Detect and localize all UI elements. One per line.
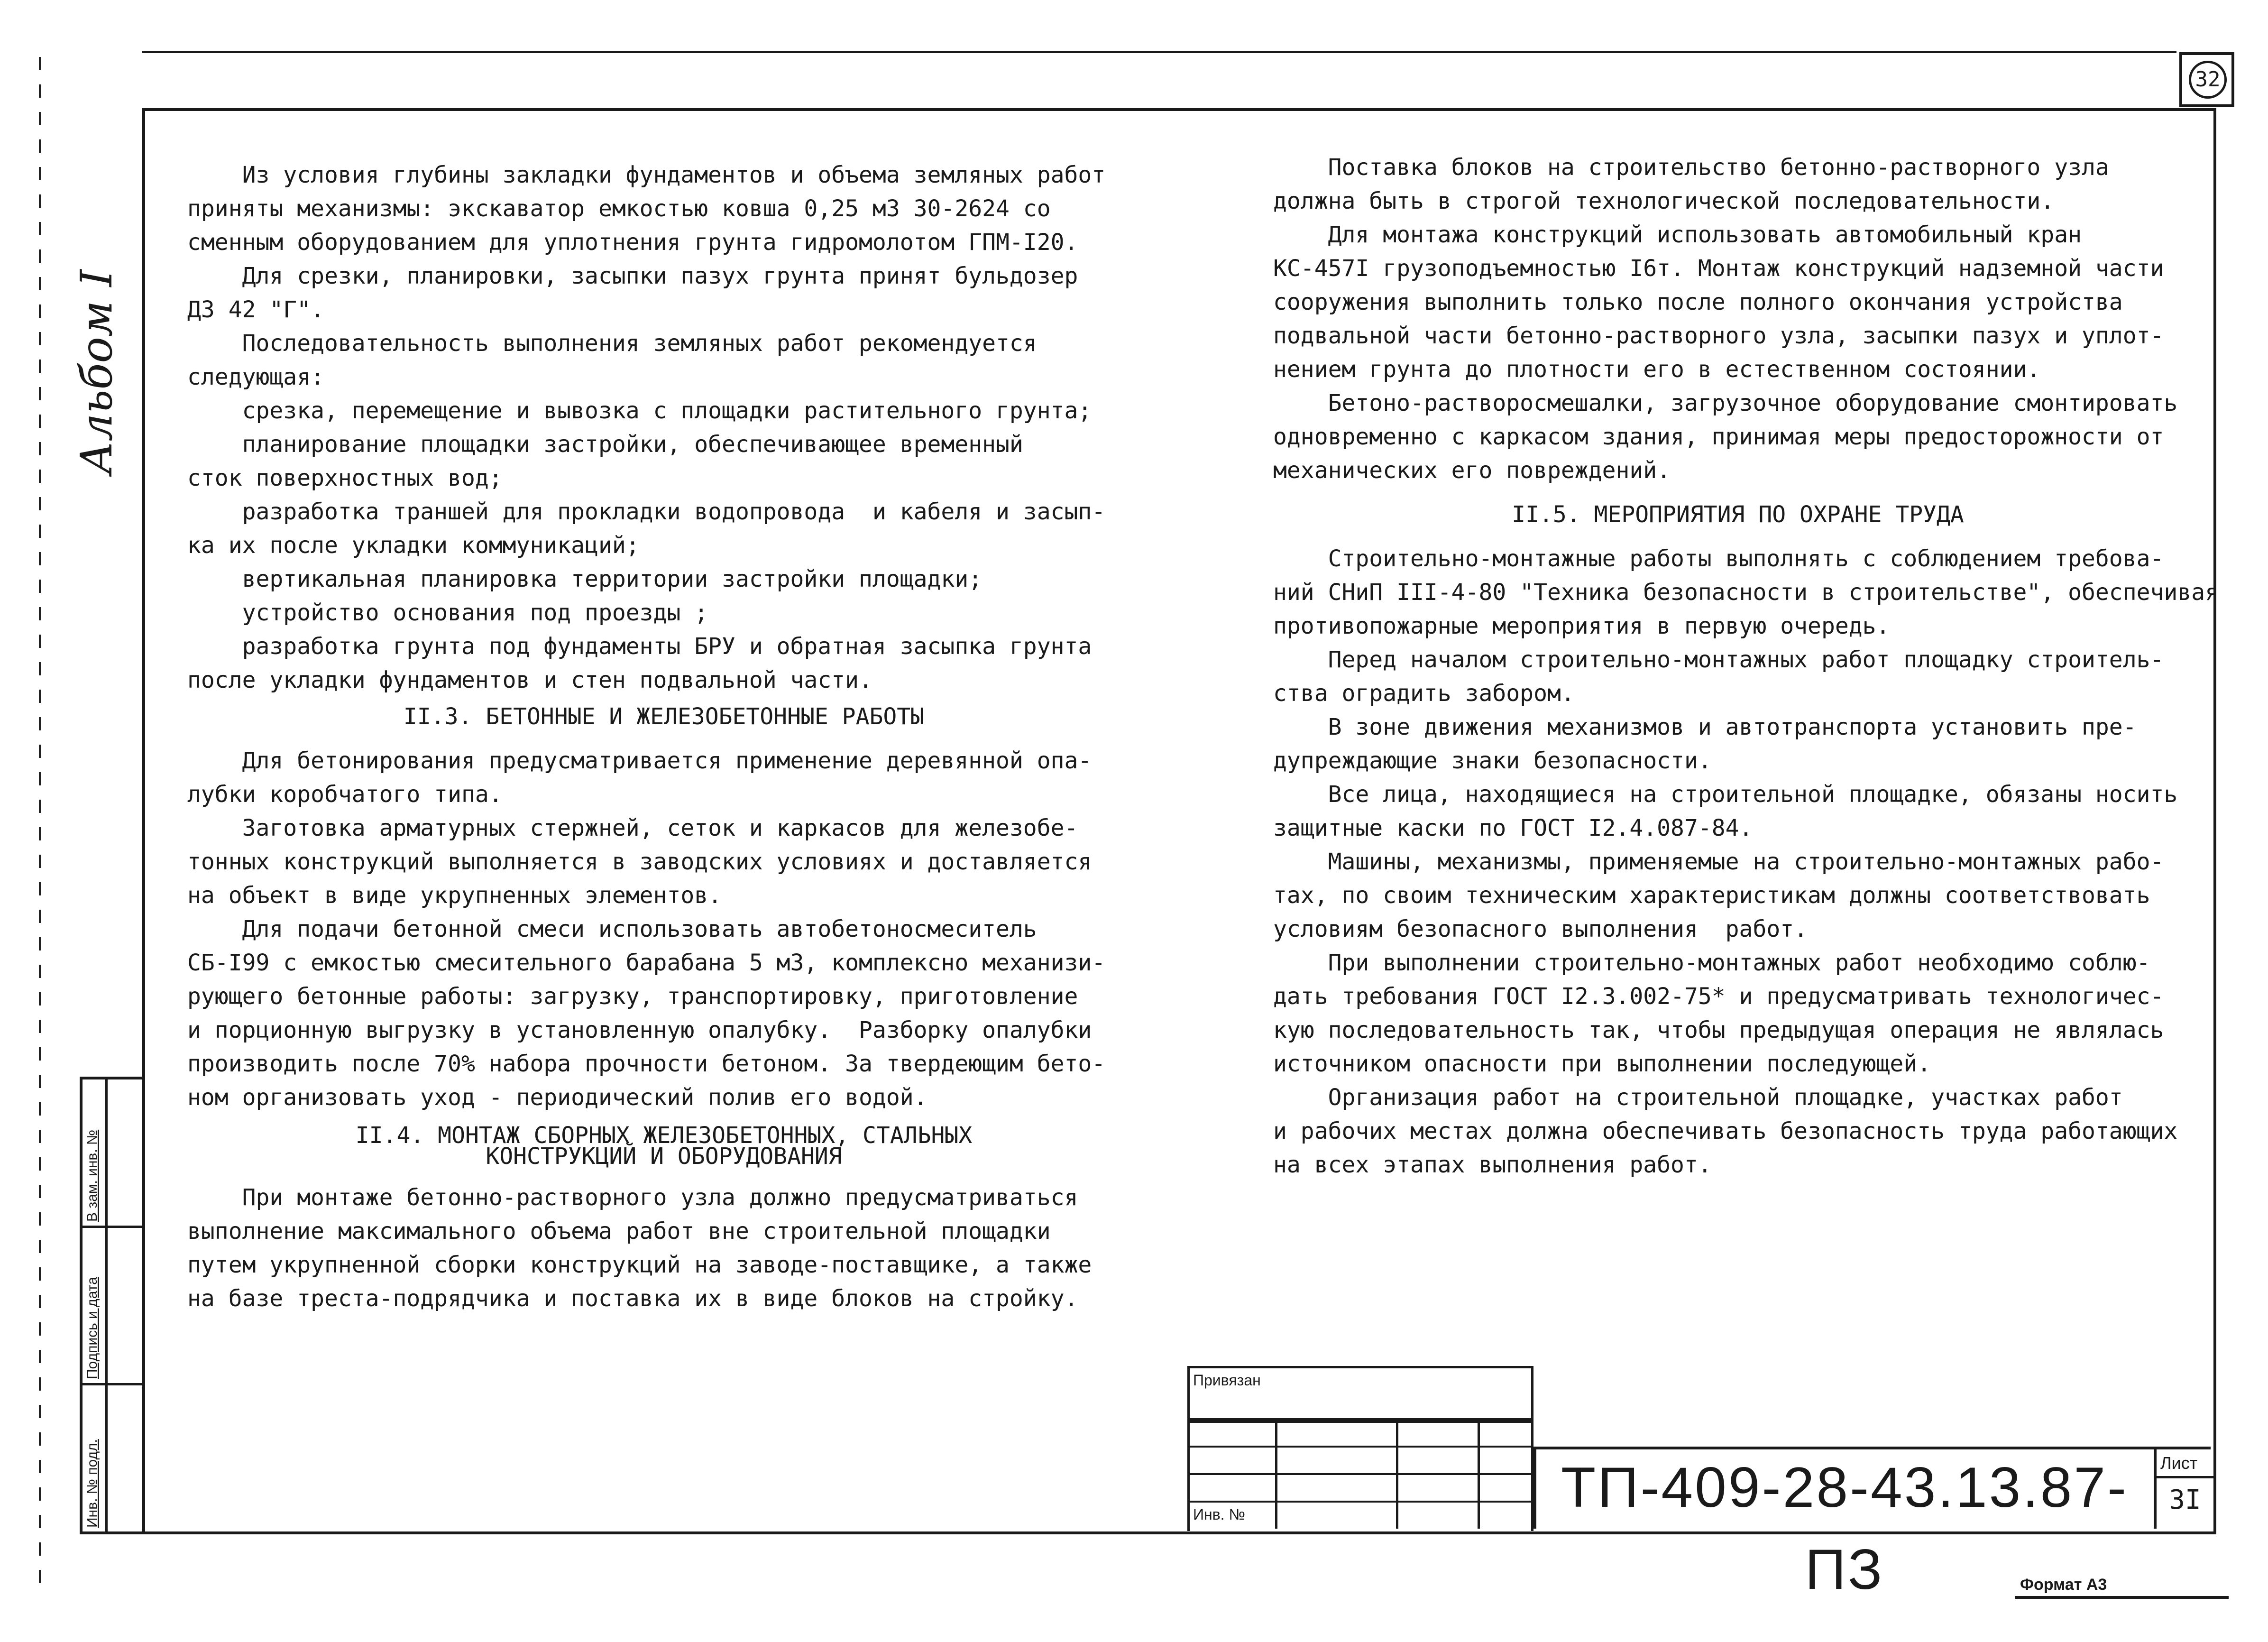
grid-line <box>1187 1446 1533 1448</box>
text-line: вертикальная планировка территории застройки площадки; <box>187 566 982 592</box>
stamp-divider <box>83 1226 145 1228</box>
text-line: ном организовать уход - периодический полив его водой. <box>187 1084 927 1111</box>
text-line: КС-457I грузоподъемностью I6т. Монтаж конструкций надземной части <box>1273 255 2164 282</box>
format-label: Формат А3 <box>2020 1576 2107 1594</box>
text-line: сооружения выполнить только после полного окончания устройства <box>1273 289 2123 315</box>
text-line: Перед началом строительно-монтажных работ площадку строитель- <box>1273 646 2164 673</box>
sheet-box <box>2154 1447 2213 1529</box>
sheet-divider <box>2157 1476 2213 1478</box>
text-line: Организация работ на строительной площадке, участках работ <box>1273 1084 2123 1111</box>
text-line: ДЗ 42 "Г". <box>187 296 324 323</box>
text-line: защитные каски по ГОСТ I2.4.087-84. <box>1273 815 1753 841</box>
stamp-divider <box>105 1079 108 1531</box>
text-line: Все лица, находящиеся на строительной площадке, обязаны носить <box>1273 781 2178 808</box>
text-line: должна быть в строгой технологической последовательности. <box>1273 188 2055 214</box>
sheet-label: Лист <box>2160 1453 2198 1473</box>
privyazan-label: Привязан <box>1193 1372 1261 1389</box>
text-line: одновременно с каркасом здания, принимая меры предосторожности от <box>1273 424 2164 450</box>
inv-no-label: Инв. № <box>1193 1506 1245 1523</box>
right-text-column <box>1273 151 2219 1182</box>
format-underline <box>2015 1596 2229 1599</box>
text-line: разработка траншей для прокладки водопровода и кабеля и засып- <box>187 498 1106 525</box>
text-line: механических его повреждений. <box>1273 457 1671 484</box>
approval-stamp-column <box>80 1077 145 1534</box>
text-line: противопожарные мероприятия в первую очередь. <box>1273 613 1890 639</box>
text-line: на объект в виде укрупненных элементов. <box>187 882 722 909</box>
section-heading-II-4-cont: КОНСТРУКЦИЙ И ОБОРУДОВАНИЯ <box>486 1143 842 1170</box>
text-line: планирование площадки застройки, обеспечивающее временный <box>187 431 1023 458</box>
text-line: после укладки фундаментов и стен подвальной части. <box>187 667 872 693</box>
text-line: Заготовка арматурных стержней, сеток и каркасов для железобе- <box>187 815 1078 841</box>
text-line: разработка грунта под фундаменты БРУ и обратная засыпка грунта <box>187 633 1092 660</box>
text-line: сток поверхностных вод; <box>187 465 503 491</box>
stamp-divider <box>83 1383 145 1385</box>
stamp-inv-podl: Инв. № подл. <box>84 1439 100 1528</box>
left-text-column <box>187 158 1140 1316</box>
text-line: условиям безопасного выполнения работ. <box>1273 916 1808 942</box>
section-heading-II-3: II.3. БЕТОННЫЕ И ЖЕЛЕЗОБЕТОННЫЕ РАБОТЫ <box>403 703 925 730</box>
album-label: Альбом I <box>71 269 122 474</box>
section-heading-II-5: II.5. МЕРОПРИЯТИЯ ПО ОХРАНЕ ТРУДА <box>1512 501 1964 528</box>
grid-line <box>1187 1501 1533 1503</box>
text-line: Машины, механизмы, применяемые на строительно-монтажных рабо- <box>1273 849 2164 875</box>
text-line: Для подачи бетонной смеси использовать автобетоносмеситель <box>187 916 1037 942</box>
text-line: путем укрупненной сборки конструкций на заводе-поставщике, а также <box>187 1252 1092 1278</box>
text-line: При выполнении строительно-монтажных работ необходимо соблю- <box>1273 950 2150 976</box>
text-line: нением грунта до плотности его в естественном состоянии. <box>1273 356 2041 383</box>
text-line: дупреждающие знаки безопасности. <box>1273 747 1712 774</box>
title-block-grid <box>1187 1366 1533 1529</box>
text-line: Для бетонирования предусматривается применение деревянной опа- <box>187 747 1092 774</box>
grid-line <box>1187 1473 1533 1475</box>
text-line: на базе треста-подрядчика и поставка их в виде блоков на стройку. <box>187 1285 1078 1312</box>
text-line: дать требования ГОСТ I2.3.002-75* и предусматривать технологичес- <box>1273 983 2164 1010</box>
text-line: рующего бетонные работы: загрузку, транспортировку, приготовление <box>187 983 1078 1010</box>
text-line: подвальной части бетонно-растворного узла, засыпки пазух и уплот- <box>1273 323 2164 349</box>
text-line: устройство основания под проезды ; <box>187 600 708 626</box>
text-line: тонных конструкций выполняется в заводских условиях и доставляется <box>187 849 1092 875</box>
page-number: 32 <box>2189 61 2227 99</box>
sheet-number: 3I <box>2169 1485 2201 1515</box>
text-line: Для срезки, планировки, засыпки пазух грунта принят бульдозер <box>187 263 1078 289</box>
text-line: СБ-I99 с емкостью смесительного барабана 5 м3, комплексно механизи- <box>187 950 1106 976</box>
text-line: следующая: <box>187 364 324 390</box>
text-line: Поставка блоков на строительство бетонно-растворного узла <box>1273 154 2109 181</box>
text-line: ний СНиП III-4-80 "Техника безопасности в строительстве", обеспечивая <box>1273 579 2219 606</box>
document-code: ТП-409-28-43.13.87-ПЗ <box>1561 1456 2129 1601</box>
text-line: выполнение максимального объема работ вне строительной площадки <box>187 1218 1051 1245</box>
text-line: на всех этапах выполнения работ. <box>1273 1152 1712 1178</box>
text-line: Бетоно-растворосмешалки, загрузочное оборудование смонтировать <box>1273 390 2178 416</box>
stamp-replaced-inv: В зам. инв. № <box>84 1129 100 1222</box>
text-line: лубки коробчатого типа. <box>187 781 503 808</box>
text-line: срезка, перемещение и вывозка с площадки растительного грунта; <box>187 397 1092 424</box>
text-line: Из условия глубины закладки фундаментов и объема земляных работ <box>187 162 1106 188</box>
top-rule <box>142 51 2176 53</box>
binding-line <box>39 57 41 1584</box>
text-line: Строительно-монтажные работы выполнять с соблюдением требова- <box>1273 545 2164 572</box>
text-line: сменным оборудованием для уплотнения грунта гидромолотом ГПМ-I20. <box>187 229 1078 256</box>
text-line: ка их после укладки коммуникаций; <box>187 532 640 559</box>
text-line: и порционную выгрузку в установленную опалубку. Разборку опалубки <box>187 1017 1092 1043</box>
text-line: Для монтажа конструкций использовать автомобильный кран <box>1273 221 2082 248</box>
text-line: Последовательность выполнения земляных работ рекомендуется <box>187 330 1037 357</box>
text-line: тах, по своим техническим характеристикам должны соответствовать <box>1273 882 2150 909</box>
text-line: кую последовательность так, чтобы предыдущая операция не являлась <box>1273 1017 2164 1043</box>
text-line: источником опасности при выполнении последующей. <box>1273 1051 1931 1077</box>
text-line: В зоне движения механизмов и автотранспорта установить пре- <box>1273 714 2137 740</box>
text-line: При монтаже бетонно-растворного узла должно предусматриваться <box>187 1184 1078 1211</box>
text-line: производить после 70% набора прочности бетоном. За твердеющим бето- <box>187 1051 1106 1077</box>
section-heading-II-4: II.4. МОНТАЖ СБОРНЫХ ЖЕЛЕЗОБЕТОННЫХ, СТАЛЬНЫХ <box>355 1122 973 1149</box>
stamp-signature-date: Подпись и дата <box>84 1277 100 1379</box>
text-line: ства оградить забором. <box>1273 680 1575 707</box>
text-line: и рабочих местах должна обеспечивать безопасность труда работающих <box>1273 1118 2178 1144</box>
text-line: приняты механизмы: экскаватор емкостью ковша 0,25 м3 30-2624 со <box>187 195 1051 222</box>
page-number-box <box>2179 52 2234 107</box>
